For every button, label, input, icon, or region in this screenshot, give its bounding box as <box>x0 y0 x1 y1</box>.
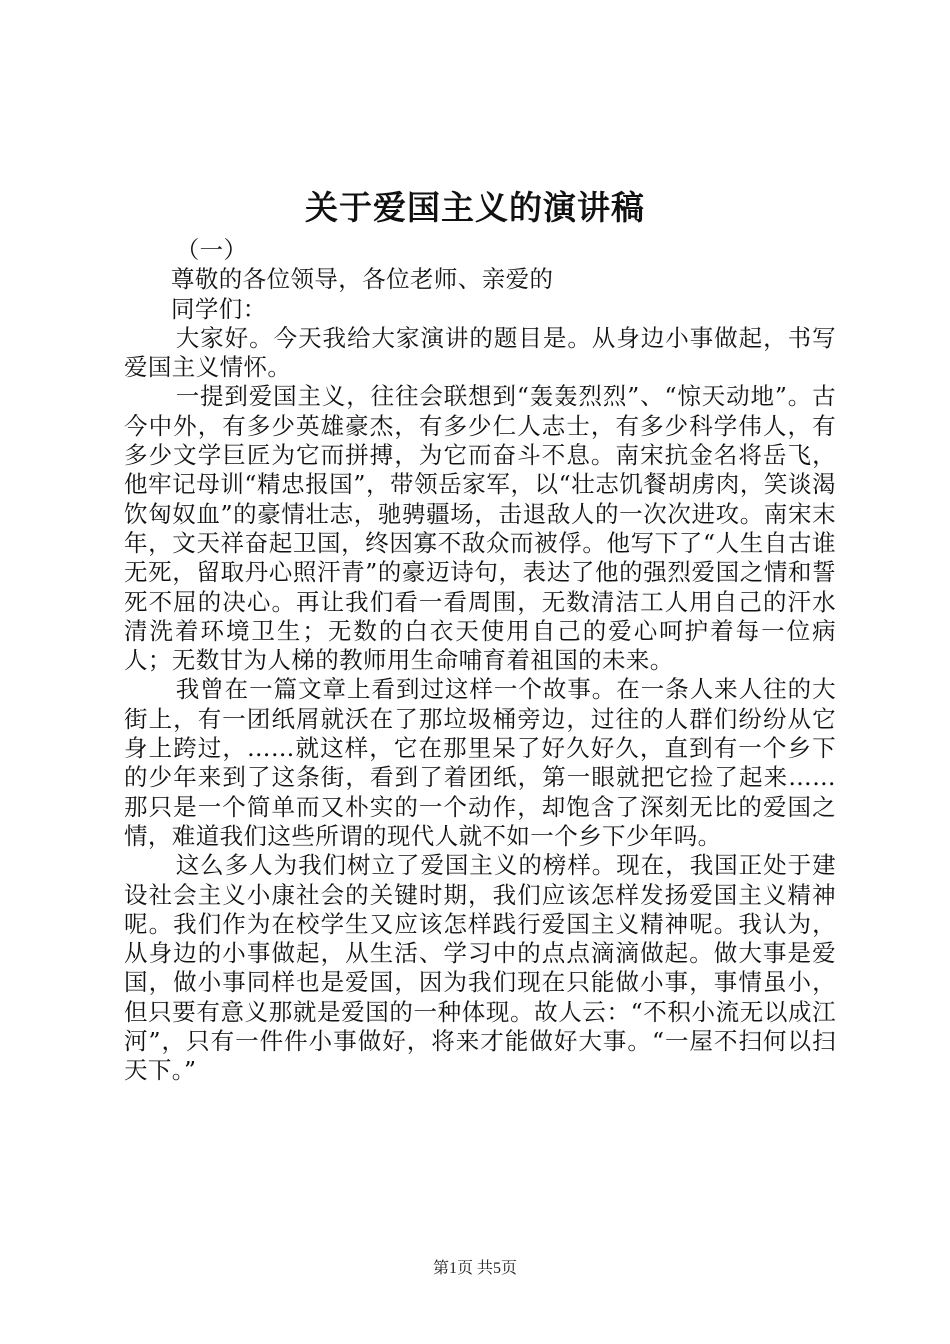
salutation-line-1: 尊敬的各位领导，各位老师、亲爱的 <box>171 265 554 294</box>
page-footer: 第1页 共5页 <box>432 1260 517 1277</box>
document-title: 关于爱国主义的演讲稿 <box>305 188 645 227</box>
paragraph-story: 我曾在一篇文章上看到过这样一个故事。在一条人来人往的大街上，有一团纸屑就沃在了那垃圾桶旁边，过往的人群们纷纷从它身上跨过，……就这样，它在那里呆了好久好久，直到有一个乡下的少年来到了这条街，看到了着团纸，第一眼就把它捡了起来……那只是一个简单而又朴实的一个动作，却饱含了深刻无比的爱国之情，难道我们这些所谓的现代人就不如一个乡下少年吗。 <box>124 675 836 850</box>
section-marker: （一） <box>175 236 248 264</box>
paragraph-greeting: 大家好。今天我给大家演讲的题目是。从身边小事做起，书写爱国主义情怀。 <box>124 323 836 382</box>
salutation-line-2: 同学们： <box>171 294 267 323</box>
paragraph-patriotism-examples: 一提到爱国主义，往往会联想到“轰轰烈烈”、“惊天动地”。古今中外，有多少英雄豪杰，有多少仁人志士，有多少科学伟人，有多少文学巨匠为它而拼搏，为它而奋斗不息。南宋抗金名将岳飞，他牢记母训“精忠报国”，带领岳家军，以“壮志饥餐胡虏肉，笑谈渴饮匈奴血”的豪情壮志，驰骋疆场，击退敌人的一次次进攻。南宋末年，文天祥奋起卫国，终因寡不敌众而被俘。他写下了“人生自古谁无死，留取丹心照汗青”的豪迈诗句，表达了他的强烈爱国之情和誓死不屈的决心。再让我们看一看周围，无数清洁工人用自己的汗水清洗着环境卫生；无数的白衣天使用自己的爱心呵护着每一位病人；无数甘为人梯的教师用生命哺育着祖国的未来。 <box>124 382 836 675</box>
document-body <box>124 236 836 1086</box>
paragraph-conclusion: 这么多人为我们树立了爱国主义的榜样。现在，我国正处于建设社会主义小康社会的关键时期，我们应该怎样发扬爱国主义精神呢。我们作为在校学生又应该怎样践行爱国主义精神呢。我认为，从身边的小事做起，从生活、学习中的点点滴滴做起。做大事是爱国，做小事同样也是爱国，因为我们现在只能做小事，事情虽小，但只要有意义那就是爱国的一种体现。故人云：“不积小流无以成江河”，只有一件件小事做好，将来才能做好大事。“一屋不扫何以扫天下。” <box>124 851 836 1085</box>
